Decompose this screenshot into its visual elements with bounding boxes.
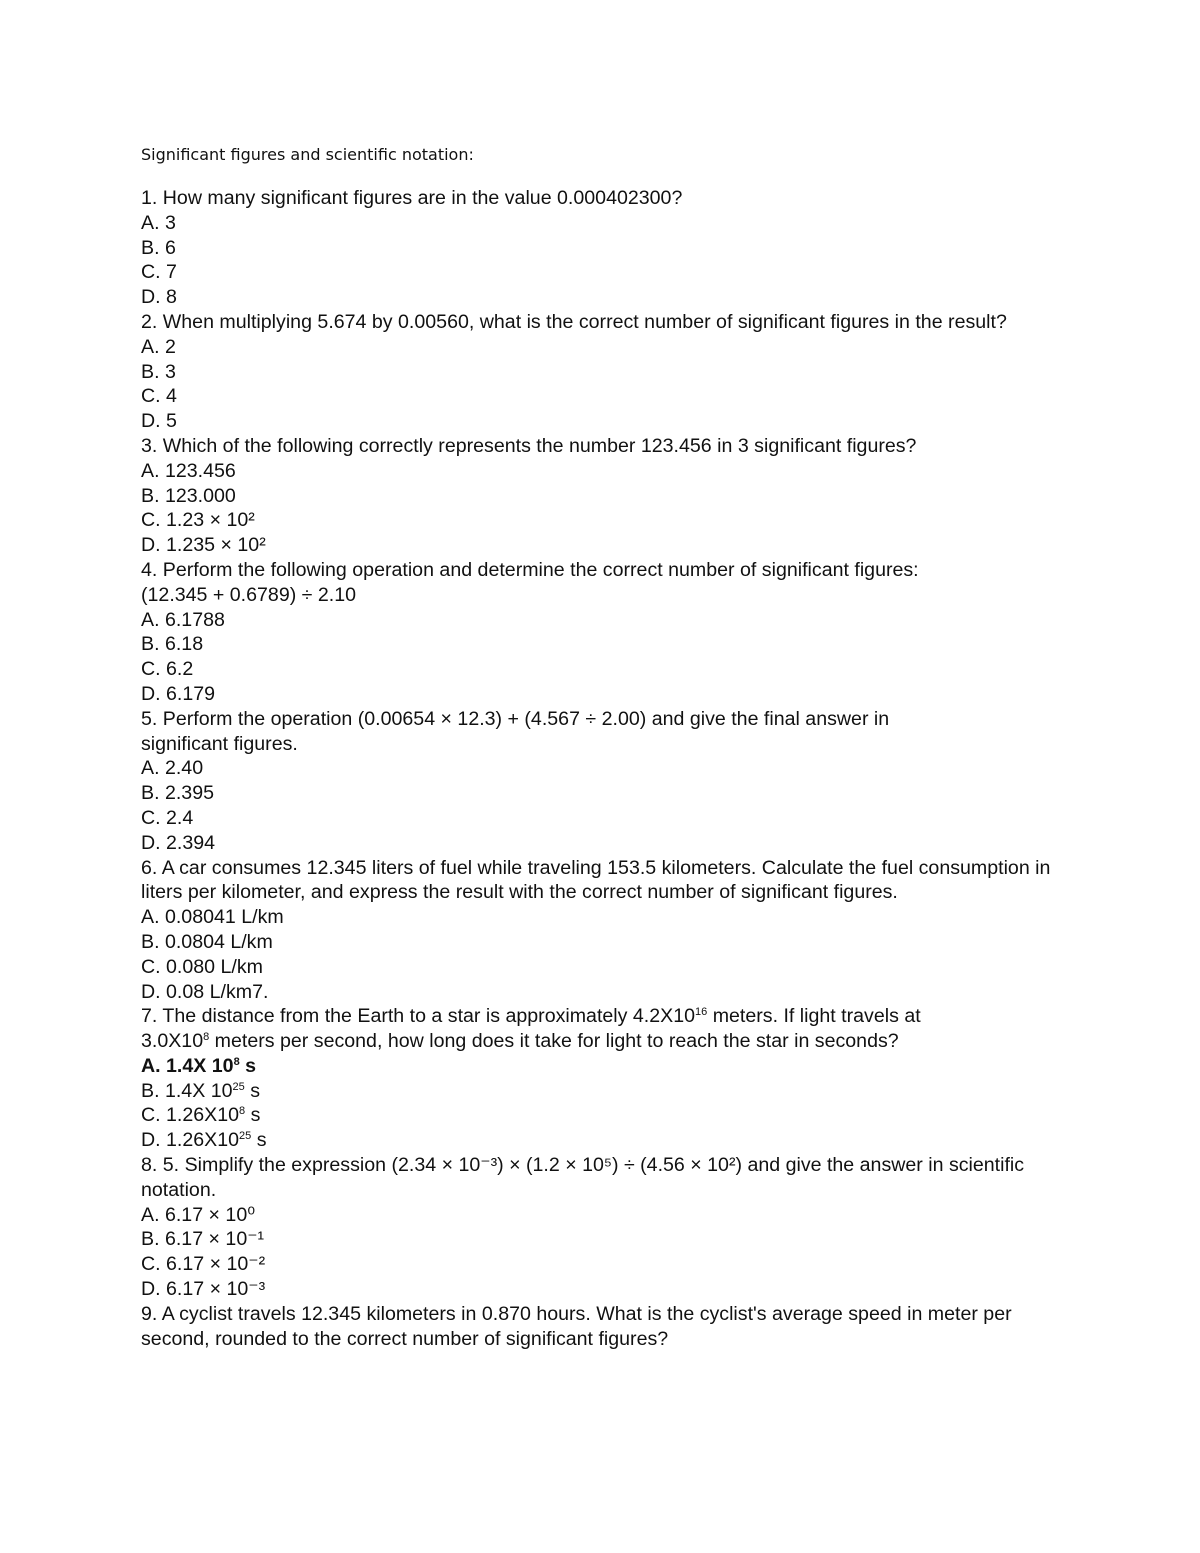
question-5-option-b: B. 2.395 [141,782,214,805]
question-7-option-c-exponent: 8 [239,1105,246,1118]
question-8-option-b: B. 6.17 × 10⁻¹ [141,1228,265,1251]
question-4-option-d: D. 6.179 [141,682,216,705]
question-7-option-c-unit: s [245,1104,261,1127]
question-2-option-b: B. 3 [141,360,176,383]
question-6-text: 6. A car consumes 12.345 liters of fuel while traveling 153.5 kilometers. Calculate the fuel consumption in liters per kilometer, and express the result with the correct number of significant figures. [141,856,1051,904]
question-7-option-a [141,1054,1081,1079]
question-6-option-d: D. 0.08 L/km7. [141,980,269,1003]
question-9-text: 9. A cyclist travels 12.345 kilometers in 0.870 hours. What is the cyclist's average speed in meter per second, rounded to the correct number of significant figures? [141,1302,1012,1350]
question-1-option-c: C. 7 [141,261,177,284]
question-7-exponent-2: 8 [203,1031,210,1044]
page-title: Significant figures and scientific notation: [141,145,474,164]
question-6-option-c: C. 0.080 L/km [141,955,263,978]
question-7-option-c-base: C. 1.26X10 [141,1104,240,1127]
question-1-option-d: D. 8 [141,286,177,309]
question-2-option-a: A. 2 [141,335,176,358]
question-2-text: 2. When multiplying 5.674 by 0.00560, what is the correct number of significant figures in the result? [141,310,1007,333]
question-2-option-d: D. 5 [141,410,177,433]
question-8-option-c: C. 6.17 × 10⁻² [141,1253,266,1276]
question-5-option-c: C. 2.4 [141,806,194,829]
question-1-option-a: A. 3 [141,211,176,234]
question-7-option-a-base: A. 1.4X 10 [141,1054,234,1077]
question-7-option-b-unit: s [244,1079,261,1102]
question-7-text-part-3: 3.0X10 [141,1030,204,1053]
question-2-option-c: C. 4 [141,385,177,408]
document-page [141,143,1081,1351]
question-1-text: 1. How many significant figures are in the value 0.000402300? [141,187,683,209]
question-7-option-d [141,1128,1081,1153]
question-7-text-part-4: meters per second, how long does it take for light to reach the star in seconds? [209,1030,899,1053]
question-7-option-b-base: B. 1.4X 10 [141,1079,233,1102]
question-3-option-b: B. 123.000 [141,484,236,507]
question-3-option-a: A. 123.456 [141,459,236,482]
question-4-option-c: C. 6.2 [141,658,194,681]
question-6-option-b: B. 0.0804 L/km [141,930,273,953]
question-7-text-line-1 [141,1004,1081,1029]
question-3-option-c: C. 1.23 × 10² [141,509,255,532]
question-7-option-a-unit: s [239,1054,257,1077]
question-1-option-b: B. 6 [141,236,176,259]
question-7-option-c [141,1103,1081,1128]
question-7-option-b-exponent: 25 [232,1080,245,1093]
question-7-text-line-2 [141,1029,1081,1054]
question-6-option-a: A. 0.08041 L/km [141,906,284,929]
question-4-expression: (12.345 + 0.6789) ÷ 2.10 [141,583,357,606]
question-5-option-d: D. 2.394 [141,831,216,854]
question-4-option-a: A. 6.1788 [141,608,225,631]
question-4-option-b: B. 6.18 [141,633,204,656]
question-7-option-d-unit: s [251,1129,267,1152]
question-3-text: 3. Which of the following correctly represents the number 123.456 in 3 significant figures? [141,434,917,457]
question-8-text: 8. 5. Simplify the expression (2.34 × 10⁻³) × (1.2 × 10⁵) ÷ (4.56 × 10²) and give the answer in scientific notation. [141,1154,1025,1201]
question-7-option-d-exponent: 25 [239,1130,252,1143]
question-8-option-d: D. 6.17 × 10⁻³ [141,1278,266,1301]
question-7-option-d-base: D. 1.26X10 [141,1129,240,1152]
question-5-text: 5. Perform the operation (0.00654 × 12.3) + (4.567 ÷ 2.00) and give the final answer in significant figures. [141,707,890,755]
question-8-option-a: A. 6.17 × 10⁰ [141,1203,256,1226]
question-7-exponent-1: 16 [695,1006,708,1019]
question-3-option-d: D. 1.235 × 10² [141,534,266,557]
question-5-option-a: A. 2.40 [141,757,204,780]
question-7-text-part-2: meters. If light travels at [707,1005,921,1028]
question-7-option-a-exponent: 8 [233,1055,240,1068]
question-7-option-b [141,1079,1081,1104]
question-4-text: 4. Perform the following operation and determine the correct number of significant figures: [141,558,919,581]
question-7-text-part-1: 7. The distance from the Earth to a star is approximately 4.2X10 [141,1005,695,1028]
